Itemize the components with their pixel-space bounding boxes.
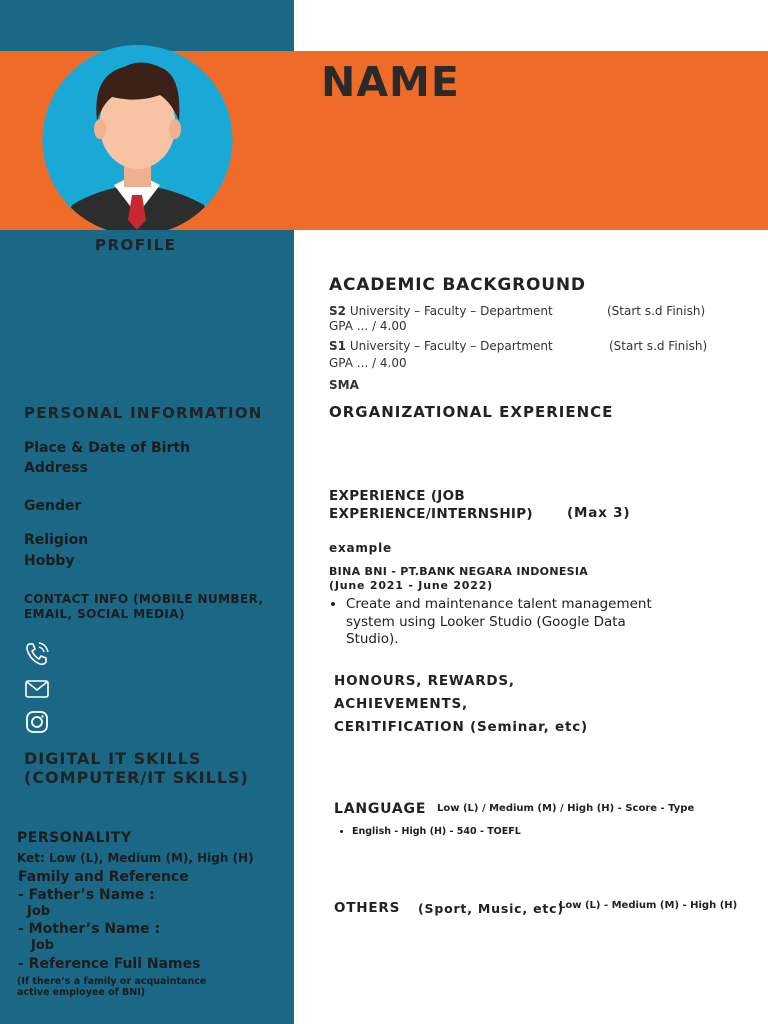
s2-line — [329, 304, 553, 318]
others-scale: Low (L) - Medium (M) - High (H) — [559, 900, 738, 911]
s2-level: S2 — [329, 304, 346, 318]
honours-line1: HONOURS, REWARDS, — [334, 673, 515, 689]
organizational-title: ORGANIZATIONAL EXPERIENCE — [329, 403, 614, 421]
s1-period: (Start s.d Finish) — [609, 339, 708, 353]
religion-label: Religion — [24, 532, 89, 548]
s1-gpa: GPA ... / 4.00 — [329, 356, 407, 370]
period-label: (June 2021 - June 2022) — [329, 579, 493, 592]
others-desc: (Sport, Music, etc) — [418, 901, 564, 916]
mother-job-label: Job — [31, 938, 55, 953]
s2-desc: University – Faculty – Department — [349, 304, 553, 318]
honours-line3 — [334, 719, 588, 735]
experience-bullets — [330, 596, 670, 649]
language-title: LANGUAGE — [334, 801, 427, 817]
family-title: Family and Reference — [18, 869, 189, 885]
academic-title: ACADEMIC BACKGROUND — [329, 275, 586, 295]
language-scale: Low (L) / Medium (M) / High (H) - Score - Type — [437, 803, 695, 814]
reference-label: - Reference Full Names — [18, 956, 201, 972]
gender-label: Gender — [24, 498, 82, 514]
email-icon — [24, 676, 50, 702]
digital-skills-title: DIGITAL IT SKILLS (COMPUTER/IT SKILLS) — [24, 749, 249, 787]
experience-max: (Max 3) — [567, 505, 631, 521]
personality-title: PERSONALITY — [17, 830, 132, 846]
phone-icon — [24, 641, 50, 667]
address-label: Address — [24, 460, 88, 476]
s2-gpa: GPA ... / 4.00 — [329, 319, 407, 333]
mother-name-label: - Mother’s Name : — [18, 921, 161, 937]
contact-info-label: CONTACT INFO (MOBILE NUMBER, EMAIL, SOCIAL MEDIA) — [24, 592, 264, 621]
profile-label: PROFILE — [95, 236, 177, 254]
language-list — [338, 826, 521, 837]
father-job-label: Job — [27, 904, 51, 919]
honours-line2: ACHIEVEMENTS, — [334, 696, 468, 712]
personal-info-title: PERSONAL INFORMATION — [24, 404, 263, 422]
instagram-icon — [24, 709, 50, 735]
reference-note: (If there’s a family or acquaintance active employee of BNI) — [17, 976, 207, 998]
company-label: BINA BNI - PT.BANK NEGARA INDONESIA — [329, 565, 589, 578]
place-dob-label: Place & Date of Birth — [24, 440, 191, 456]
sma-label: SMA — [329, 378, 359, 392]
certification-label: CERITIFICATION — [334, 719, 465, 735]
language-item: • English - High (H) - 540 - TOEFL — [352, 826, 521, 837]
candidate-name: NAME — [321, 58, 460, 106]
example-label: example — [329, 541, 392, 555]
hobby-label: Hobby — [24, 553, 75, 569]
others-title: OTHERS — [334, 900, 401, 916]
certification-note: (Seminar, etc) — [464, 719, 588, 735]
experience-bullet: • Create and maintenance talent management system using Looker Studio (Google Data Studio). — [346, 596, 670, 649]
avatar — [42, 45, 233, 230]
personality-key: Ket: Low (L), Medium (M), High (H) — [17, 851, 254, 865]
experience-title: EXPERIENCE (JOB EXPERIENCE/INTERNSHIP) — [329, 488, 533, 522]
s1-level: S1 — [329, 339, 346, 353]
father-name-label: - Father’s Name : — [18, 887, 155, 903]
s2-period: (Start s.d Finish) — [607, 304, 706, 318]
s1-line — [329, 339, 553, 353]
s1-desc: University – Faculty – Department — [349, 339, 553, 353]
